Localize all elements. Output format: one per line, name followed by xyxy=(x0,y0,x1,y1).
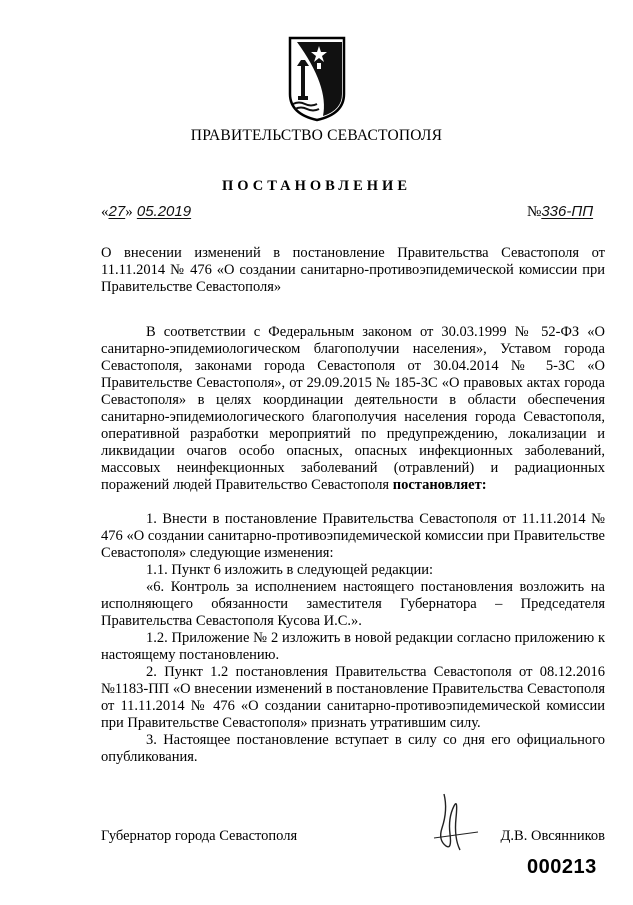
number-prefix: № xyxy=(527,204,542,220)
number-value: 336-ПП xyxy=(541,203,594,220)
date-month-year: 05.2019 xyxy=(136,203,192,220)
date-day: 27 xyxy=(108,203,126,220)
document-type: ПОСТАНОВЛЕНИЕ xyxy=(221,178,411,194)
document-subject xyxy=(101,245,605,296)
subject-text: О внесении изменений в постановление Правительства Севастополя от 11.11.2014 № 476 «О создании санитарно-противоэпидемической комиссии при Правительстве Севастополя» xyxy=(101,245,605,295)
document-date xyxy=(101,203,191,221)
clause-1-1: 1.1. Пункт 6 изложить в следующей редакции: xyxy=(146,562,434,578)
signatory-name: Д.В. Овсянников xyxy=(500,828,605,844)
clause-1-1-text: «6. Контроль за исполнением настоящего постановления возложить на исполняющего обязанности заместителя Губернатора – Председателя Правительства Севастополя Кусова И.С.». xyxy=(101,579,605,629)
clause-2: 2. Пункт 1.2 постановления Правительства Севастополя от 08.12.2016 №1183-ПП «О внесении изменений в постановление Правительства Севастополя от 11.11.2014 № 476 «О создании санитарно-противоэпидемической комиссии при Правительстве Севастополя» признать утратившим силу. xyxy=(101,664,605,731)
organization-name: ПРАВИТЕЛЬСТВО СЕВАСТОПОЛЯ xyxy=(190,127,443,144)
signature-block xyxy=(101,828,605,846)
preamble-resolves: постановляет: xyxy=(392,477,487,493)
serial-number: 000213 xyxy=(527,856,597,878)
document-body xyxy=(101,324,605,766)
date-open-quote: « xyxy=(101,204,109,220)
clause-1-2: 1.2. Приложение № 2 изложить в новой редакции согласно приложению к настоящему постановлению. xyxy=(101,630,605,663)
date-close-quote: » xyxy=(125,204,133,220)
clause-3: 3. Настоящее постановление вступает в силу со дня его официального опубликования. xyxy=(101,732,605,765)
signatory-title: Губернатор города Севастополя xyxy=(101,828,298,844)
document-number xyxy=(527,203,593,221)
clause-1: 1. Внести в постановление Правительства Севастополя от 11.11.2014 № 476 «О создании санитарно-противоэпидемической комиссии при Правительстве Севастополя» следующие изменения: xyxy=(101,511,605,561)
handwritten-signature-icon xyxy=(414,788,484,858)
preamble xyxy=(101,324,605,494)
preamble-text: В соответствии с Федеральным законом от 30.03.1999 № 52-ФЗ «О санитарно-эпидемиологическом благополучии населения», Уставом города Севастополя, законами города Севастополя от 30.04.2014 № 5-ЗС «О Правительстве Севастополя», от 29.09.2015 № 185-ЗС «О правовых актах города Севастополя» в целях координации деятельности в области обеспечения санитарно-эпидемиологического благополучия населения города Севастополя, оперативной разработки мероприятий по предупреждению, локализации и ликвидации очагов особо опасных, опасных инфекционных заболеваний, массовых неинфекционных заболеваний (отравлений) и радиационных поражений людей Правительство Севастополя xyxy=(101,324,605,493)
coat-of-arms-icon xyxy=(287,36,347,122)
